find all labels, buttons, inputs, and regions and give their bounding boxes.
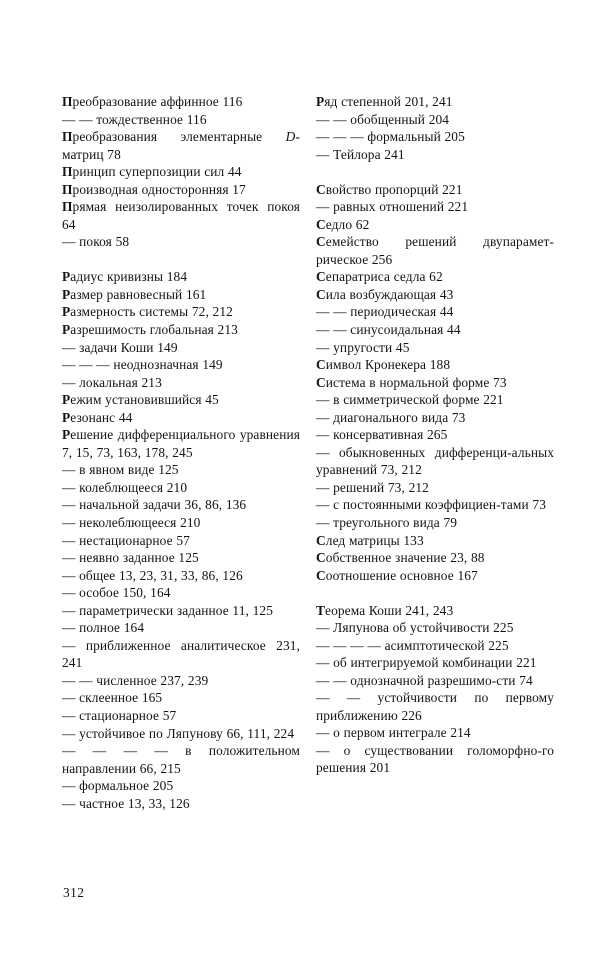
entry-dash-lead: — (62, 795, 80, 811)
index-entry (62, 672, 300, 690)
index-entry (62, 514, 300, 532)
entry-text: ежим установившийся 45 (70, 392, 219, 408)
entry-initial-letter: Р (62, 286, 71, 302)
index-entry (316, 286, 554, 304)
index-entry (62, 303, 300, 321)
entry-text: склеенное 165 (79, 690, 163, 706)
entry-text: рямая неизолированных точек покоя 64 (62, 199, 300, 232)
index-entry (316, 689, 554, 724)
entry-text: емейство решений двупарамет-рическое 256 (316, 234, 554, 267)
index-entry (316, 303, 554, 321)
entry-dash-lead: — — (316, 321, 351, 337)
entry-text: войство пропорций 221 (325, 181, 463, 197)
entry-initial-letter: П (62, 129, 73, 145)
index-entry (62, 479, 300, 497)
index-entry (316, 146, 554, 164)
entry-dash-lead: — (316, 497, 334, 513)
index-entry (62, 339, 300, 357)
entry-dash-lead: — (62, 462, 80, 478)
index-entry (62, 725, 300, 743)
entry-text: задачи Коши 149 (79, 339, 178, 355)
index-entry (316, 339, 554, 357)
entry-text: особое 150, 164 (79, 585, 171, 601)
entry-dash-lead: — — (316, 690, 378, 706)
entry-text: формальный 205 (367, 129, 465, 145)
entry-dash-lead: — (62, 567, 80, 583)
entry-initial-letter: П (62, 199, 73, 215)
entry-text: адиус кривизны 184 (70, 269, 188, 285)
entry-dash-lead: — (62, 532, 80, 548)
entry-text: азмер равновесный 161 (70, 286, 207, 302)
entry-dash-lead: — (316, 479, 334, 495)
entry-dash-lead: — — (316, 304, 351, 320)
entry-initial-letter: Р (62, 409, 71, 425)
entry-text: о первом интеграле 214 (333, 725, 471, 741)
entry-text: в симметрической форме 221 (333, 392, 504, 408)
index-entry (316, 532, 554, 550)
left-column (62, 93, 300, 812)
entry-text: периодическая 44 (350, 304, 454, 320)
index-entry (316, 444, 554, 479)
entry-text: епаратриса седла 62 (325, 269, 443, 285)
entry-dash-lead: — — (62, 111, 97, 127)
section-t (316, 602, 554, 777)
entry-dash-lead: — (62, 374, 80, 390)
index-entry (316, 374, 554, 392)
index-entry (316, 409, 554, 427)
index-entry (62, 584, 300, 602)
entry-initial-letter: С (316, 286, 326, 302)
entry-text: упругости 45 (333, 339, 410, 355)
index-entry (62, 461, 300, 479)
entry-dash-lead: — (62, 778, 80, 794)
entry-text: в положительном направлении 66, 215 (62, 743, 300, 776)
entry-text: колеблющееся 210 (79, 479, 188, 495)
entry-text: азмерность системы 72, 212 (70, 304, 233, 320)
index-entry (316, 198, 554, 216)
entry-dash-lead: — (316, 146, 334, 162)
entry-text: однозначной разрешимо-сти 74 (350, 672, 533, 688)
entry-dash-lead: — — — (316, 129, 368, 145)
index-entry (316, 233, 554, 268)
index-entry (62, 233, 300, 251)
entry-initial-letter: Р (62, 427, 71, 443)
index-entry (316, 549, 554, 567)
index-entry (316, 93, 554, 111)
entry-initial-letter: С (316, 181, 326, 197)
entry-text: ринцип суперпозиции сил 44 (72, 164, 242, 180)
index-entry (316, 496, 554, 514)
index-entry (62, 268, 300, 286)
index-entry (316, 514, 554, 532)
index-entry (62, 742, 300, 777)
entry-initial-letter: С (316, 532, 326, 548)
index-entry (316, 111, 554, 129)
entry-initial-letter: С (316, 357, 326, 373)
index-entry (62, 532, 300, 550)
entry-dash-lead: — (316, 409, 334, 425)
index-entry (316, 724, 554, 742)
entry-dash-lead: — (62, 339, 80, 355)
entry-dash-lead: — (316, 199, 334, 215)
entry-text: о существовании голоморфно-го решения 201 (316, 742, 554, 776)
entry-initial-letter: Р (62, 321, 71, 337)
entry-dash-lead: — (316, 514, 334, 530)
entry-text: Ляпунова об устойчивости 225 (333, 620, 514, 636)
entry-text: лед матрицы 133 (325, 532, 424, 548)
entry-text: синусоидальная 44 (350, 321, 461, 337)
entry-dash-lead: — — (316, 111, 351, 127)
entry-text: полное 164 (79, 620, 145, 636)
index-entry (62, 619, 300, 637)
index-entry (62, 128, 300, 163)
entry-dash-lead: — (316, 427, 334, 443)
entry-initial-letter: Т (316, 602, 326, 618)
index-entry (62, 321, 300, 339)
index-entry (316, 742, 554, 777)
entry-dash-lead: — (62, 725, 80, 741)
index-entry (62, 111, 300, 129)
entry-text: равных отношений 221 (333, 199, 469, 215)
entry-dash-lead: — — — — (316, 637, 385, 653)
entry-text: покоя 58 (79, 234, 130, 250)
index-entry (62, 549, 300, 567)
index-columns (62, 93, 554, 812)
entry-initial-letter: С (316, 234, 326, 250)
index-entry (62, 286, 300, 304)
index-entry (316, 321, 554, 339)
index-entry (62, 707, 300, 725)
entry-text: неявно заданное 125 (79, 550, 199, 566)
index-entry (316, 567, 554, 585)
entry-dash-lead: — (62, 637, 86, 653)
entry-initial-letter: П (62, 164, 73, 180)
section-r (62, 268, 300, 812)
entry-initial-letter: С (316, 269, 326, 285)
right-column (316, 93, 554, 812)
entry-dash-lead: — (316, 725, 334, 741)
index-entry (316, 479, 554, 497)
index-entry (316, 619, 554, 637)
entry-initial-letter: С (316, 216, 326, 232)
entry-text: оотношение основное 167 (325, 567, 478, 583)
entry-text: частное 13, 33, 126 (79, 795, 190, 811)
index-entry (62, 567, 300, 585)
entry-dash-lead: — — (62, 672, 97, 688)
entry-text: реобразование аффинное 116 (72, 94, 243, 109)
index-entry (62, 426, 300, 461)
entry-text: азрешимость глобальная 213 (70, 321, 238, 337)
entry-text: езонанс 44 (70, 409, 133, 425)
index-entry (62, 356, 300, 374)
index-entry (316, 602, 554, 620)
entry-initial-letter: П (62, 94, 73, 109)
entry-text: параметрически заданное 11, 125 (79, 602, 274, 618)
index-entry (316, 181, 554, 199)
index-entry (62, 777, 300, 795)
index-entry (62, 198, 300, 233)
index-entry (316, 654, 554, 672)
entry-text: яд степенной 201, 241 (324, 94, 453, 109)
entry-text: истема в нормальной форме 73 (325, 374, 507, 390)
entry-initial-letter: Р (62, 392, 71, 408)
index-entry (62, 689, 300, 707)
index-entry (62, 391, 300, 409)
entry-initial-letter: С (316, 374, 326, 390)
entry-dash-lead: — — — (62, 357, 114, 373)
index-entry (62, 409, 300, 427)
entry-dash-lead: — (316, 444, 339, 460)
entry-text: консервативная 265 (333, 427, 448, 443)
entry-text: еорема Коши 241, 243 (325, 602, 454, 618)
entry-text: едло 62 (325, 216, 370, 232)
index-entry (62, 374, 300, 392)
entry-text: обственное значение 23, 88 (325, 550, 485, 566)
entry-dash-lead: — (62, 514, 80, 530)
entry-text: диагонального вида 73 (333, 409, 466, 425)
entry-text: обобщенный 204 (350, 111, 450, 127)
entry-text: приближенное аналитическое 231, 241 (62, 637, 300, 671)
entry-dash-lead: — (316, 620, 334, 636)
index-entry (316, 672, 554, 690)
entry-text: тождественное 116 (96, 111, 207, 127)
entry-dash-lead: — (62, 602, 80, 618)
entry-dash-lead: — (62, 234, 80, 250)
entry-dash-lead: — — (316, 672, 351, 688)
index-entry (316, 128, 554, 146)
entry-text: с постоянными коэффициен-тами 73 (333, 497, 546, 513)
entry-dash-lead: — (62, 479, 80, 495)
index-entry (62, 163, 300, 181)
entry-text: об интегрируемой комбинации 221 (333, 655, 537, 671)
entry-dash-lead: — (316, 392, 334, 408)
section-p (62, 93, 300, 251)
index-entry (316, 637, 554, 655)
entry-dash-lead: — (62, 707, 80, 723)
entry-dash-lead: — (62, 550, 80, 566)
entry-dash-lead: — (62, 690, 80, 706)
index-entry (62, 181, 300, 199)
entry-dash-lead: — (62, 585, 80, 601)
entry-text: обыкновенных дифференци-альных уравнений 73, 212 (316, 444, 554, 478)
entry-text: неоднозначная 149 (113, 357, 223, 373)
index-entry (316, 268, 554, 286)
entry-initial-letter: Р (316, 94, 325, 109)
section-s (316, 181, 554, 585)
entry-text: имвол Кронекера 188 (325, 357, 451, 373)
entry-text: роизводная односторонняя 17 (72, 181, 246, 197)
index-entry (316, 216, 554, 234)
entry-text: реобразования элементарные D-матриц 78 (62, 129, 300, 162)
entry-text: устойчивости по первому приближению 226 (316, 690, 555, 723)
entry-text: нестационарное 57 (79, 532, 190, 548)
italic-symbol: D (285, 129, 296, 145)
index-entry (316, 356, 554, 374)
entry-text: стационарное 57 (79, 707, 177, 723)
index-entry (62, 93, 300, 111)
entry-text: общее 13, 23, 31, 33, 86, 126 (79, 567, 243, 583)
entry-text: устойчивое по Ляпунову 66, 111, 224 (79, 725, 295, 741)
entry-dash-lead: — (316, 655, 334, 671)
entry-text: треугольного вида 79 (333, 514, 458, 530)
index-entry (62, 496, 300, 514)
entry-dash-lead: — (316, 742, 344, 758)
entry-text: ешение дифференциального уравнения 7, 15, 73, 163, 178, 245 (62, 427, 300, 460)
entry-initial-letter: Р (62, 269, 71, 285)
section-ryad (316, 93, 554, 163)
entry-dash-lead: — (316, 339, 334, 355)
index-entry (316, 426, 554, 444)
index-entry (62, 637, 300, 672)
entry-text: формальное 205 (79, 778, 174, 794)
index-entry (62, 795, 300, 813)
entry-initial-letter: С (316, 567, 326, 583)
entry-text: численное 237, 239 (96, 672, 209, 688)
entry-text: Тейлора 241 (333, 146, 405, 162)
entry-dash-lead: — (62, 497, 80, 513)
page-number: 312 (63, 885, 85, 900)
index-entry (316, 391, 554, 409)
index-entry (62, 602, 300, 620)
entry-text: локальная 213 (79, 374, 162, 390)
entry-dash-lead: — (62, 620, 80, 636)
entry-text: начальной задачи 36, 86, 136 (79, 497, 247, 513)
entry-text: асимптотической 225 (384, 637, 509, 653)
entry-text: решений 73, 212 (333, 479, 429, 495)
entry-initial-letter: П (62, 181, 73, 197)
entry-text: неколеблющееся 210 (79, 514, 201, 530)
entry-initial-letter: С (316, 550, 326, 566)
entry-text: ила возбуждающая 43 (325, 286, 454, 302)
entry-text: в явном виде 125 (79, 462, 179, 478)
entry-dash-lead: — — — — (62, 743, 186, 759)
entry-initial-letter: Р (62, 304, 71, 320)
